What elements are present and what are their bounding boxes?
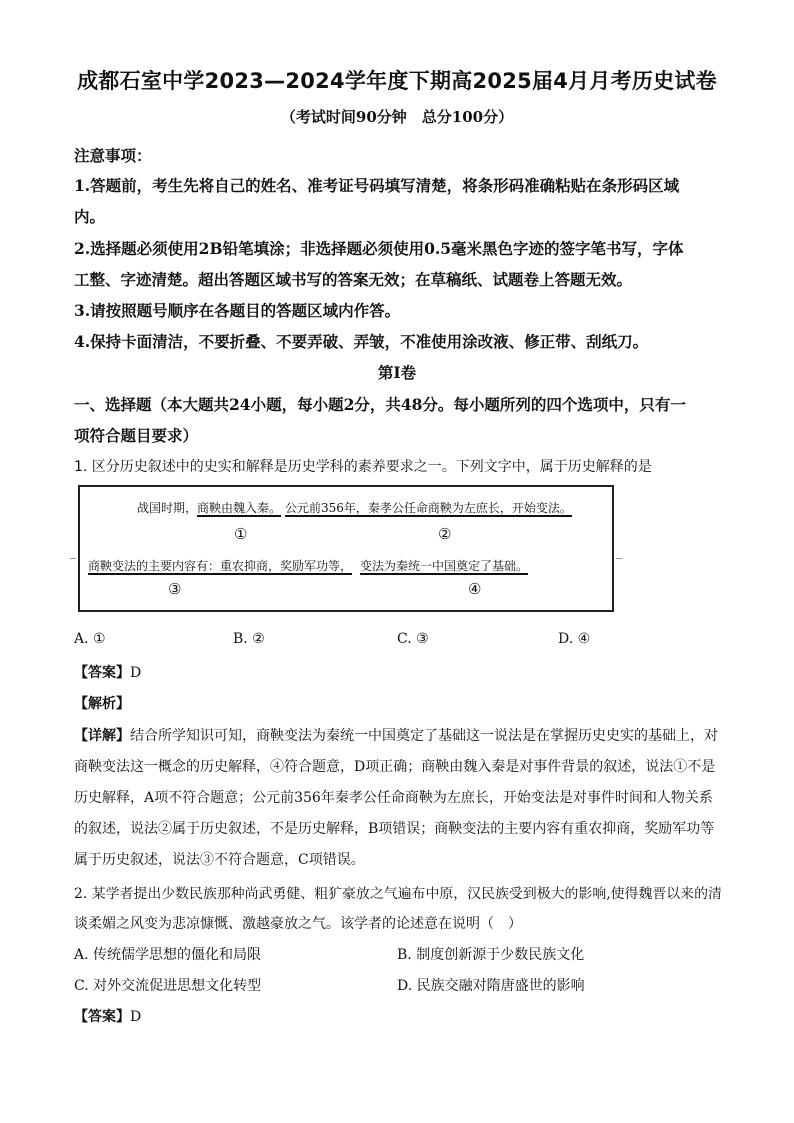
q2-option-b: B. 制度创新源于少数民族文化 [397, 947, 585, 963]
figure-right-tick [616, 558, 622, 559]
notice-item: 3.请按照题号顺序在各题目的答题区域内作答。 [74, 301, 401, 320]
q1-detail-line [74, 725, 718, 745]
q2-option-c: C. 对外交流促进思想文化转型 [74, 978, 262, 994]
marker-2: ② [438, 525, 452, 543]
notice-item: 内。 [74, 207, 106, 226]
detail-tag: 【详解】 [74, 728, 130, 744]
answer-value: D [130, 665, 142, 681]
q1-detail-line: 属于历史叙述，说法③不符合题意，C项错误。 [74, 852, 365, 868]
notice-heading: 注意事项： [74, 146, 152, 165]
figure-left-tick [70, 558, 76, 559]
q1-detail-line: 历史解释，A项不符合题意；公元前356年秦孝公任命商鞅为左庶长，开始变法是对事件时间和人物关系 [74, 790, 713, 806]
marker-3: ③ [168, 580, 182, 598]
question-2-stem-line1: 2. 某学者提出少数民族那种尚武勇健、粗犷豪放之气遍布中原，汉民族受到极大的影响,使得魏晋以来的清 [74, 886, 722, 902]
section-heading-line2: 项符合题目要求） [74, 426, 199, 445]
answer-tag: 【答案】 [74, 665, 130, 681]
statement-1: 商鞅由魏入秦。 [197, 501, 282, 515]
q2-option-a: A. 传统儒学思想的僵化和局限 [74, 947, 262, 963]
question-1-figure [78, 485, 614, 612]
statement-4: 变法为秦统一中国奠定了基础。 [360, 559, 529, 573]
volume-heading: 第Ⅰ卷 [377, 363, 417, 382]
q1-option-a: A. ① [74, 631, 106, 647]
q1-option-b: B. ② [233, 631, 265, 647]
q1-answer [74, 662, 141, 682]
q1-detail-line: 的叙述，说法②属于历史叙述，不是历史解释，B项错误；商鞅变法的主要内容有重农抑商，奖励军功等 [74, 821, 715, 837]
question-2-stem-line2: 谈柔媚之风变为悲凉慷慨、激越豪放之气。该学者的论述意在说明（ ） [74, 916, 522, 932]
notice-item: 2.选择题必须使用2B铅笔填涂；非选择题必须使用0.5毫米黑色字迹的签字笔书写，字体 [74, 239, 684, 258]
statement-2: 公元前356年，秦孝公任命商鞅为左庶长，开始变法。 [285, 501, 572, 515]
q1-analysis-tag: 【解析】 [74, 696, 130, 712]
answer-tag: 【答案】 [74, 1009, 130, 1025]
figure-row-2 [88, 557, 528, 574]
marker-4: ④ [468, 580, 482, 598]
marker-1: ① [234, 525, 248, 543]
question-1-stem: 1. 区分历史叙述中的史实和解释是历史学科的素养要求之一。下列文字中，属于历史解释的是 [74, 459, 652, 475]
exam-title: 成都石室中学2023—2024学年度下期高2025届4月月考历史试卷 [77, 69, 717, 93]
notice-item: 工整、字迹清楚。超出答题区域书写的答案无效；在草稿纸、试题卷上答题无效。 [74, 270, 633, 289]
q1-option-d: D. ④ [558, 631, 591, 647]
q1-detail-line: 商鞅变法这一概念的历史解释，④符合题意，D项正确；商鞅由魏入秦是对事件背景的叙述，说法①不是 [74, 759, 716, 775]
q2-option-d: D. 民族交融对隋唐盛世的影响 [397, 978, 585, 994]
notice-item: 1.答题前，考生先将自己的姓名、准考证号码填写清楚，将条形码准确粘贴在条形码区域 [74, 176, 680, 195]
statement-3: 商鞅变法的主要内容有：重农抑商，奖励军功等， [88, 559, 353, 573]
notice-item: 4.保持卡面清洁，不要折叠、不要弄破、弄皱，不准使用涂改液、修正带、刮纸刀。 [74, 332, 649, 351]
detail-text: 结合所学知识可知，商鞅变法为秦统一中国奠定了基础这一说法是在掌握历史史实的基础上，对 [130, 728, 718, 744]
figure-row-1 [137, 499, 572, 516]
q2-answer [74, 1006, 141, 1026]
q1-option-c: C. ③ [397, 631, 429, 647]
section-heading-line1: 一、选择题（本大题共24小题，每小题2分，共48分。每小题所列的四个选项中，只有一 [74, 395, 686, 414]
answer-value: D [130, 1009, 142, 1025]
figure-row1-prefix: 战国时期， [137, 501, 198, 515]
exam-subtitle: （考试时间90分钟 总分100分） [280, 108, 514, 126]
